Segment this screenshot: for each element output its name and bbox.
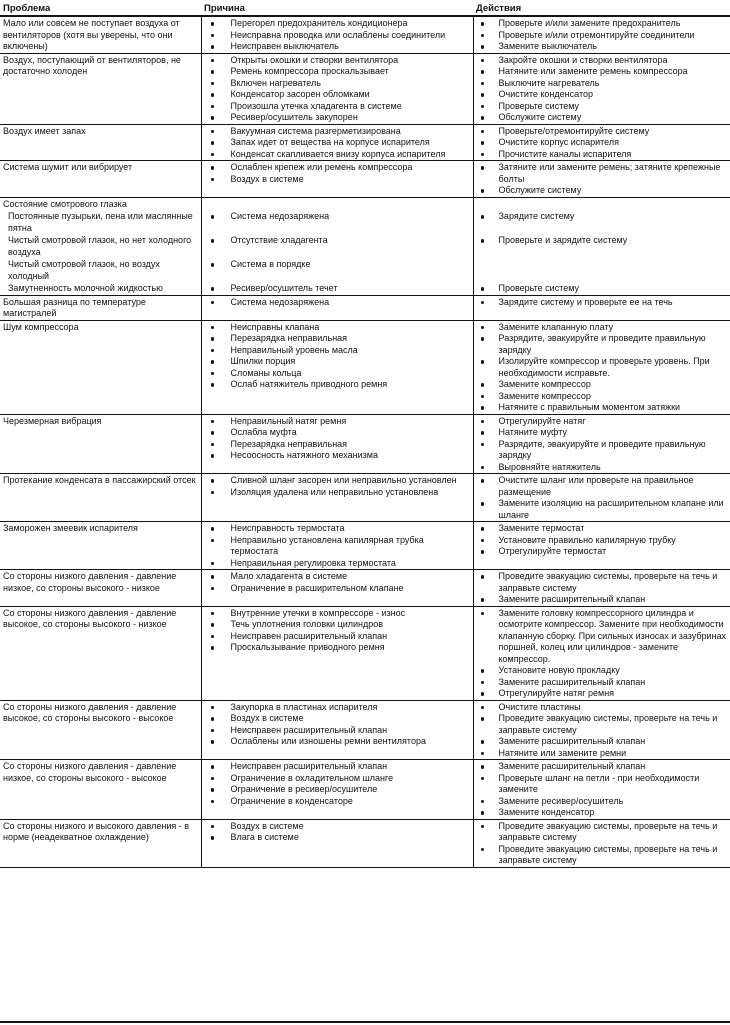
action-item: Замените клапанную плату — [477, 322, 728, 334]
action-item: Проверьте шланг на петли - при необходимости замените — [477, 773, 728, 796]
action-list — [477, 18, 728, 53]
cause-item: Перезарядка неправильная — [205, 333, 470, 345]
action-list — [477, 608, 728, 700]
problem-subcell — [0, 234, 201, 258]
cause-item: Воздух в системе — [205, 174, 470, 186]
cause-list — [205, 55, 470, 124]
action-item: Обслужите систему — [477, 185, 728, 197]
action-list — [477, 211, 728, 223]
cause-list — [205, 235, 470, 247]
cause-item: Ограничение в конденсаторе — [205, 796, 470, 808]
table-row — [0, 760, 730, 820]
action-list — [477, 55, 728, 124]
problem-cell: Черезмерная вибрация — [0, 414, 201, 474]
action-item: Натяните или замените ремень компрессора — [477, 66, 728, 78]
problem-cell: Большая разница по температуре магистралей — [0, 295, 201, 320]
action-item: Проверьте систему — [477, 101, 728, 113]
table-row — [0, 819, 730, 867]
action-item: Очистите шланг или проверьте на правильное размещение — [477, 475, 728, 498]
action-item: Замените термостат — [477, 523, 728, 535]
action-list — [477, 162, 728, 197]
problem-cell: Со стороны низкого давления - давление низкое, со стороны высокого - низкое — [0, 570, 201, 607]
problem-cell: Протекание конденсата в пассажирский отсек — [0, 474, 201, 522]
action-item: Отрегулируйте натяг ремня — [477, 688, 728, 700]
action-item: Проведите эвакуацию системы, проверьте на течь и заправьте систему — [477, 844, 728, 867]
cause-cell — [201, 320, 473, 414]
cause-item: Неисправна проводка или ослаблены соединители — [205, 30, 470, 42]
action-item: Проверьте/отремонтируйте систему — [477, 126, 728, 138]
action-cell — [473, 53, 730, 124]
cause-cell — [201, 234, 473, 258]
action-list — [477, 821, 728, 867]
action-item: Проведите эвакуацию системы, проверьте на течь и заправьте систему — [477, 713, 728, 736]
problem-subcell — [0, 282, 201, 295]
action-item: Натяните или замените ремни — [477, 748, 728, 760]
cause-cell — [201, 210, 473, 234]
cause-cell — [201, 282, 473, 295]
action-item: Проверьте и зарядите систему — [477, 235, 728, 247]
action-item: Обслужите систему — [477, 112, 728, 124]
cause-item: Отсутствие хладагента — [205, 235, 470, 247]
cause-item: Шпилки порция — [205, 356, 470, 368]
cause-cell — [201, 16, 473, 53]
cause-item: Система в порядке — [205, 259, 470, 271]
action-cell — [473, 234, 730, 258]
action-item: Зарядите систему — [477, 211, 728, 223]
action-item: Замените компрессор — [477, 391, 728, 403]
problem-subcell — [0, 258, 201, 282]
table-body — [0, 16, 730, 867]
cause-item: Конденсат скапливается внизу корпуса испарителя — [205, 149, 470, 161]
action-item: Разрядите, эвакуируйте и проведите правильную зарядку — [477, 439, 728, 462]
action-cell — [473, 258, 730, 282]
cause-item: Неправильный натяг ремня — [205, 416, 470, 428]
action-cell — [473, 570, 730, 607]
action-item: Изолируйте компрессор и проверьте уровень. При необходимости исправьте. — [477, 356, 728, 379]
cause-list — [205, 416, 470, 462]
cause-item: Перегорел предохранитель кондиционера — [205, 18, 470, 30]
cause-item: Ремень компрессора проскальзывает — [205, 66, 470, 78]
cause-item: Сломаны кольца — [205, 368, 470, 380]
table-row — [0, 320, 730, 414]
cause-item: Неисправен расширительный клапан — [205, 725, 470, 737]
action-item: Прочистите каналы испарителя — [477, 149, 728, 161]
cause-item: Неисправность термостата — [205, 523, 470, 535]
cause-item: Включен нагреватель — [205, 78, 470, 90]
table-row — [0, 295, 730, 320]
problem-cell: Со стороны низкого давления - давление низкое, со стороны высокого - высокое — [0, 760, 201, 820]
bottom-rule — [0, 1021, 730, 1023]
cause-cell — [201, 161, 473, 198]
cause-item: Ресивер/осушитель закупорен — [205, 112, 470, 124]
problem-subcell — [0, 210, 201, 234]
action-list — [477, 283, 728, 295]
action-list — [477, 702, 728, 760]
cause-item: Неправильная регулировка термостата — [205, 558, 470, 570]
cause-list — [205, 571, 470, 594]
action-item: Отрегулируйте термостат — [477, 546, 728, 558]
action-item: Проведите эвакуацию системы, проверьте на течь и заправьте систему — [477, 821, 728, 844]
cause-item: Течь уплотнения головки цилиндров — [205, 619, 470, 631]
cause-cell — [201, 474, 473, 522]
action-cell — [473, 606, 730, 700]
problem-cell: Мало или совсем не поступает воздуха от вентиляторов (хотя вы уверены, что они включены) — [0, 16, 201, 53]
cause-cell — [201, 295, 473, 320]
table-row — [0, 197, 730, 210]
cause-item: Ограничение в расширительном клапане — [205, 583, 470, 595]
action-cell — [473, 124, 730, 161]
cause-list — [205, 18, 470, 53]
cause-item: Ограничение в охладительном шланге — [205, 773, 470, 785]
cause-item: Неправильный уровень масла — [205, 345, 470, 357]
action-item: Натяните с правильным моментом затяжки — [477, 402, 728, 414]
cause-item: Внутренние утечки в компрессоре - износ — [205, 608, 470, 620]
action-cell — [473, 210, 730, 234]
table-row — [0, 606, 730, 700]
cause-item: Закупорка в пластинах испарителя — [205, 702, 470, 714]
cause-item: Несоосность натяжного механизма — [205, 450, 470, 462]
cause-list — [205, 126, 470, 161]
cause-list — [205, 162, 470, 185]
action-item: Установите новую прокладку — [477, 665, 728, 677]
problem-cell: Воздух, поступающий от вентиляторов, не достаточно холоден — [0, 53, 201, 124]
action-list — [477, 761, 728, 819]
cause-cell — [201, 124, 473, 161]
action-item: Замените расширительный клапан — [477, 736, 728, 748]
action-cell — [473, 197, 730, 210]
action-item: Очистите корпус испарителя — [477, 137, 728, 149]
header-row — [0, 2, 730, 16]
action-item: Проверьте и/или отремонтируйте соединители — [477, 30, 728, 42]
cause-cell — [201, 570, 473, 607]
cause-item: Ослабла муфта — [205, 427, 470, 439]
action-item: Замените выключатель — [477, 41, 728, 53]
cause-cell — [201, 258, 473, 282]
cause-item: Сливной шланг засорен или неправильно установлен — [205, 475, 470, 487]
table-row — [0, 161, 730, 198]
action-item: Установите правильно капилярную трубку — [477, 535, 728, 547]
cause-item: Ослаблены или изношены ремни вентилятора — [205, 736, 470, 748]
action-item: Закройте окошки и створки вентилятора — [477, 55, 728, 67]
cause-item: Система недозаряжена — [205, 297, 470, 309]
action-list — [477, 297, 728, 309]
action-list — [477, 416, 728, 474]
sub-problem-label: Замутненность молочной жидкостью — [8, 283, 163, 293]
cause-list — [205, 523, 470, 569]
cause-item: Воздух в системе — [205, 821, 470, 833]
action-cell — [473, 700, 730, 760]
cause-list — [205, 259, 470, 271]
action-item: Натяните муфту — [477, 427, 728, 439]
cause-cell — [201, 760, 473, 820]
cause-cell — [201, 53, 473, 124]
action-item: Замените расширительный клапан — [477, 594, 728, 606]
cause-list — [205, 283, 470, 295]
cause-cell — [201, 700, 473, 760]
action-cell — [473, 474, 730, 522]
table-row — [0, 124, 730, 161]
problem-cell: Система шумит или вибрирует — [0, 161, 201, 198]
problem-cell: Со стороны низкого и высокого давления - в норме (неадекватное охлаждение) — [0, 819, 201, 867]
cause-cell — [201, 197, 473, 210]
table-row — [0, 258, 730, 282]
action-item: Очистите пластины — [477, 702, 728, 714]
cause-item: Неисправен расширительный клапан — [205, 761, 470, 773]
header-problem: Проблема — [0, 2, 201, 16]
cause-cell — [201, 819, 473, 867]
table-row — [0, 16, 730, 53]
table-row — [0, 210, 730, 234]
action-list — [477, 126, 728, 161]
action-item: Замените конденсатор — [477, 807, 728, 819]
sub-problem-label: Чистый смотровой глазок, но нет холодного воздуха — [8, 235, 192, 257]
action-cell — [473, 16, 730, 53]
action-cell — [473, 295, 730, 320]
cause-item: Система недозаряжена — [205, 211, 470, 223]
action-item: Проведите эвакуацию системы, проверьте на течь и заправьте систему — [477, 571, 728, 594]
cause-list — [205, 475, 470, 498]
cause-item: Перезарядка неправильная — [205, 439, 470, 451]
cause-item: Неисправен выключатель — [205, 41, 470, 53]
header-action: Действия — [473, 2, 730, 16]
action-item: Замените изоляцию на расширительном клапане или шланге — [477, 498, 728, 521]
action-item: Очистите конденсатор — [477, 89, 728, 101]
cause-cell — [201, 414, 473, 474]
cause-cell — [201, 522, 473, 570]
cause-item: Неисправны клапана — [205, 322, 470, 334]
cause-item: Мало хладагента в системе — [205, 571, 470, 583]
table-row — [0, 522, 730, 570]
cause-item: Воздух в системе — [205, 713, 470, 725]
action-cell — [473, 760, 730, 820]
action-cell — [473, 522, 730, 570]
problem-cell: Со стороны низкого давления - давление высокое, со стороны высокого - низкое — [0, 606, 201, 700]
header-cause: Причина — [201, 2, 473, 16]
cause-item: Проскальзывание приводного ремня — [205, 642, 470, 654]
problem-cell: Состояние смотрового глазка — [0, 197, 201, 210]
action-list — [477, 322, 728, 414]
action-cell — [473, 161, 730, 198]
action-item: Выровняйте натяжитель — [477, 462, 728, 474]
cause-list — [205, 702, 470, 748]
table-row — [0, 700, 730, 760]
action-list — [477, 571, 728, 606]
action-cell — [473, 320, 730, 414]
problem-cell: Шум компрессора — [0, 320, 201, 414]
action-item: Зарядите систему и проверьте ее на течь — [477, 297, 728, 309]
cause-item: Ослаб натяжитель приводного ремня — [205, 379, 470, 391]
cause-item: Неисправен расширительный клапан — [205, 631, 470, 643]
sub-problem-label: Постоянные пузырьки, пена или маслянные пятна — [8, 211, 193, 233]
cause-item: Ограничение в ресивер/осушителе — [205, 784, 470, 796]
problem-cell: Со стороны низкого давления - давление высокое, со стороны высокого - высокое — [0, 700, 201, 760]
action-item: Проверьте и/или замените предохранитель — [477, 18, 728, 30]
cause-item: Открыты окошки и створки вентилятора — [205, 55, 470, 67]
cause-list — [205, 821, 470, 844]
cause-item: Ослаблен крепеж или ремень компрессора — [205, 162, 470, 174]
action-item: Затяните или замените ремень; затяните крепежные болты — [477, 162, 728, 185]
cause-item: Ресивер/осушитель течет — [205, 283, 470, 295]
sub-problem-label: Чистый смотровой глазок, но воздух холодный — [8, 259, 160, 281]
cause-item: Конденсатор засорен обломками — [205, 89, 470, 101]
table-row — [0, 234, 730, 258]
action-item: Замените ресивер/осушитель — [477, 796, 728, 808]
problem-cell: Заморожен змеевик испарителя — [0, 522, 201, 570]
table-row — [0, 414, 730, 474]
cause-item: Произошла утечка хладагента в системе — [205, 101, 470, 113]
action-list — [477, 475, 728, 521]
table-row — [0, 282, 730, 295]
action-item: Разрядите, эвакуируйте и проведите правильную зарядку — [477, 333, 728, 356]
action-item: Замените расширительный клапан — [477, 761, 728, 773]
troubleshooting-table — [0, 2, 730, 868]
cause-list — [205, 211, 470, 223]
cause-item: Запах идет от вещества на корпусе испарителя — [205, 137, 470, 149]
cause-item: Неправильно установлена капилярная трубка термостата — [205, 535, 470, 558]
action-list — [477, 235, 728, 247]
action-cell — [473, 414, 730, 474]
action-cell — [473, 282, 730, 295]
cause-item: Изоляция удалена или неправильно установлена — [205, 487, 470, 499]
cause-list — [205, 761, 470, 807]
action-list — [477, 523, 728, 558]
action-item: Замените головку компрессорного цилиндра и осмотрите компрессор. Замените при необходимости клапанную сборку. При сильных износах и зазубринах поршней, колец или цилиндров - замените компрессор. — [477, 608, 728, 666]
cause-item: Влага в системе — [205, 832, 470, 844]
action-item: Выключите нагреватель — [477, 78, 728, 90]
action-item: Отрегулируйте натяг — [477, 416, 728, 428]
cause-item: Вакуумная система разгерметизирована — [205, 126, 470, 138]
table-row — [0, 474, 730, 522]
cause-cell — [201, 606, 473, 700]
table-row — [0, 53, 730, 124]
action-cell — [473, 819, 730, 867]
cause-list — [205, 322, 470, 391]
action-item: Замените расширительный клапан — [477, 677, 728, 689]
action-item: Проверьте систему — [477, 283, 728, 295]
action-item: Замените компрессор — [477, 379, 728, 391]
cause-list — [205, 297, 470, 309]
cause-list — [205, 608, 470, 654]
problem-cell: Воздух имеет запах — [0, 124, 201, 161]
table-row — [0, 570, 730, 607]
